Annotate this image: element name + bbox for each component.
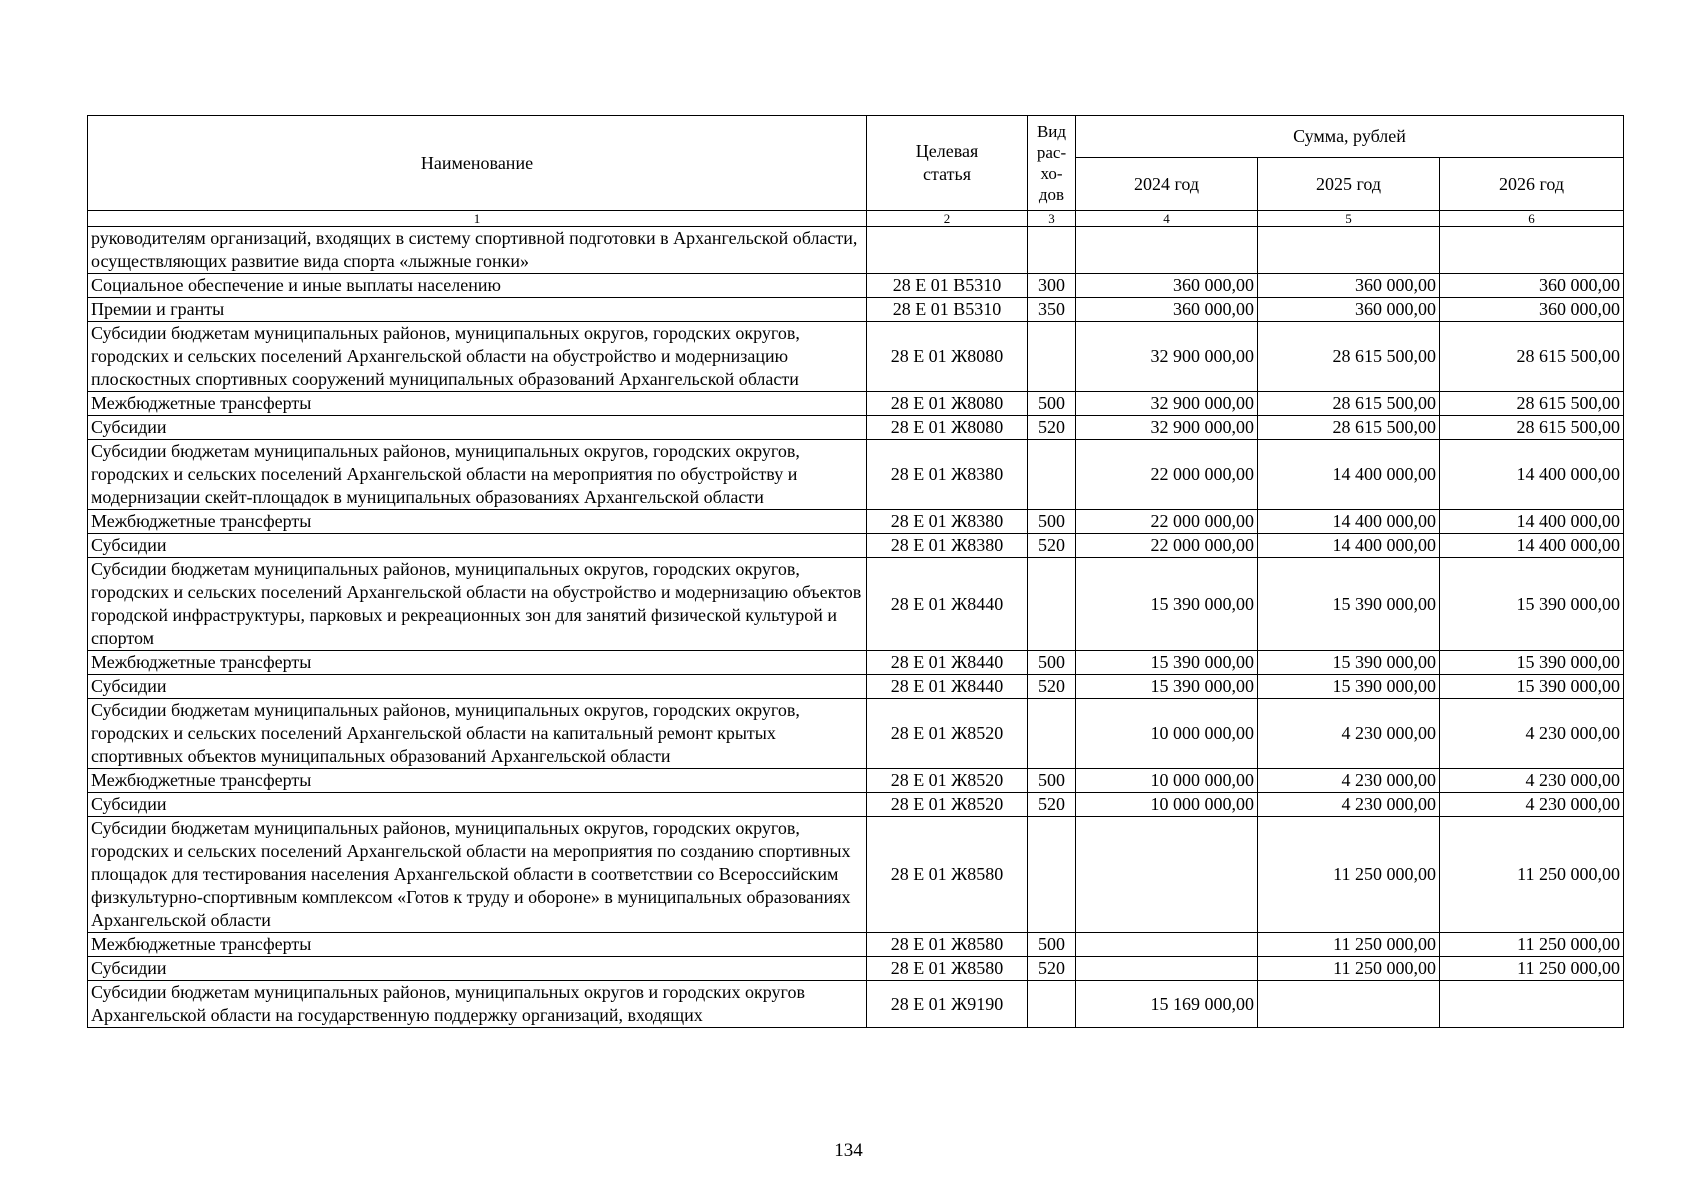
row-target-article: 28 Е 01 Ж8440 xyxy=(867,558,1028,651)
row-amount-2025: 4 230 000,00 xyxy=(1258,769,1440,793)
row-amount-2024: 32 900 000,00 xyxy=(1076,322,1258,392)
table-row xyxy=(88,769,1624,793)
row-amount-2025 xyxy=(1258,227,1440,274)
row-name: Межбюджетные трансферты xyxy=(88,651,867,675)
row-expense-kind: 520 xyxy=(1028,534,1076,558)
row-target-article: 28 Е 01 Ж9190 xyxy=(867,981,1028,1028)
row-amount-2025: 360 000,00 xyxy=(1258,298,1440,322)
row-target-article: 28 Е 01 Ж8080 xyxy=(867,392,1028,416)
row-amount-2026: 28 615 500,00 xyxy=(1440,392,1624,416)
row-target-article: 28 Е 01 Ж8580 xyxy=(867,957,1028,981)
row-expense-kind: 350 xyxy=(1028,298,1076,322)
table-row xyxy=(88,981,1624,1028)
row-expense-kind: 500 xyxy=(1028,933,1076,957)
table-row xyxy=(88,440,1624,510)
header-year-2024: 2024 год xyxy=(1076,158,1258,211)
row-name: Субсидии xyxy=(88,793,867,817)
row-expense-kind xyxy=(1028,981,1076,1028)
table-row xyxy=(88,558,1624,651)
header-sum: Сумма, рублей xyxy=(1076,116,1624,158)
table-row xyxy=(88,227,1624,274)
row-expense-kind: 520 xyxy=(1028,416,1076,440)
row-name: Субсидии xyxy=(88,675,867,699)
row-amount-2026: 15 390 000,00 xyxy=(1440,675,1624,699)
row-amount-2024: 22 000 000,00 xyxy=(1076,534,1258,558)
row-amount-2026: 4 230 000,00 xyxy=(1440,793,1624,817)
row-target-article: 28 Е 01 Ж8380 xyxy=(867,510,1028,534)
row-amount-2025: 15 390 000,00 xyxy=(1258,651,1440,675)
row-amount-2025 xyxy=(1258,981,1440,1028)
row-target-article: 28 Е 01 Ж8580 xyxy=(867,933,1028,957)
row-name: Премии и гранты xyxy=(88,298,867,322)
table-row xyxy=(88,322,1624,392)
row-amount-2026: 11 250 000,00 xyxy=(1440,817,1624,933)
row-amount-2024: 360 000,00 xyxy=(1076,274,1258,298)
header-row xyxy=(88,116,1624,158)
column-number: 5 xyxy=(1258,211,1440,227)
row-amount-2024: 360 000,00 xyxy=(1076,298,1258,322)
row-amount-2026: 15 390 000,00 xyxy=(1440,558,1624,651)
table-row xyxy=(88,298,1624,322)
row-amount-2025: 4 230 000,00 xyxy=(1258,793,1440,817)
row-amount-2024: 22 000 000,00 xyxy=(1076,510,1258,534)
row-amount-2026: 4 230 000,00 xyxy=(1440,769,1624,793)
row-amount-2024: 32 900 000,00 xyxy=(1076,392,1258,416)
row-amount-2024: 10 000 000,00 xyxy=(1076,769,1258,793)
column-number-row xyxy=(88,211,1624,227)
row-amount-2024 xyxy=(1076,933,1258,957)
table-row xyxy=(88,699,1624,769)
row-amount-2025: 11 250 000,00 xyxy=(1258,957,1440,981)
column-number: 6 xyxy=(1440,211,1624,227)
header-name: Наименование xyxy=(88,116,867,211)
row-amount-2026: 11 250 000,00 xyxy=(1440,933,1624,957)
row-target-article: 28 Е 01 Ж8520 xyxy=(867,699,1028,769)
row-amount-2026 xyxy=(1440,227,1624,274)
row-amount-2025: 15 390 000,00 xyxy=(1258,675,1440,699)
row-target-article: 28 Е 01 Ж8520 xyxy=(867,769,1028,793)
row-amount-2026: 14 400 000,00 xyxy=(1440,534,1624,558)
row-amount-2026: 28 615 500,00 xyxy=(1440,322,1624,392)
row-expense-kind: 300 xyxy=(1028,274,1076,298)
row-target-article: 28 Е 01 Ж8380 xyxy=(867,440,1028,510)
row-amount-2026: 15 390 000,00 xyxy=(1440,651,1624,675)
row-amount-2026: 28 615 500,00 xyxy=(1440,416,1624,440)
row-amount-2025: 14 400 000,00 xyxy=(1258,534,1440,558)
row-target-article: 28 Е 01 Ж8440 xyxy=(867,675,1028,699)
table-row xyxy=(88,957,1624,981)
row-target-article: 28 Е 01 Ж8080 xyxy=(867,416,1028,440)
table-body xyxy=(88,227,1624,1028)
row-target-article: 28 Е 01 Ж8580 xyxy=(867,817,1028,933)
row-target-article: 28 Е 01 Ж8520 xyxy=(867,793,1028,817)
row-expense-kind xyxy=(1028,227,1076,274)
column-number: 4 xyxy=(1076,211,1258,227)
row-amount-2024: 15 390 000,00 xyxy=(1076,558,1258,651)
table-row xyxy=(88,392,1624,416)
row-name: руководителям организаций, входящих в систему спортивной подготовки в Архангельской области, осуществляющих развитие вида спорта «лыжные гонки» xyxy=(88,227,867,274)
column-number: 2 xyxy=(867,211,1028,227)
table-row xyxy=(88,817,1624,933)
row-amount-2025: 28 615 500,00 xyxy=(1258,416,1440,440)
row-expense-kind xyxy=(1028,558,1076,651)
row-amount-2024: 10 000 000,00 xyxy=(1076,793,1258,817)
row-amount-2024: 10 000 000,00 xyxy=(1076,699,1258,769)
row-name: Субсидии xyxy=(88,416,867,440)
row-expense-kind: 500 xyxy=(1028,510,1076,534)
row-amount-2024: 15 390 000,00 xyxy=(1076,651,1258,675)
row-amount-2026: 14 400 000,00 xyxy=(1440,510,1624,534)
row-expense-kind xyxy=(1028,322,1076,392)
row-target-article: 28 Е 01 В5310 xyxy=(867,298,1028,322)
row-amount-2025: 14 400 000,00 xyxy=(1258,510,1440,534)
row-name: Межбюджетные трансферты xyxy=(88,510,867,534)
row-amount-2025: 28 615 500,00 xyxy=(1258,322,1440,392)
row-expense-kind: 520 xyxy=(1028,957,1076,981)
row-target-article: 28 Е 01 Ж8080 xyxy=(867,322,1028,392)
table-row xyxy=(88,933,1624,957)
table-row xyxy=(88,510,1624,534)
table-row xyxy=(88,274,1624,298)
row-target-article: 28 Е 01 Ж8440 xyxy=(867,651,1028,675)
row-amount-2025: 14 400 000,00 xyxy=(1258,440,1440,510)
row-amount-2024: 32 900 000,00 xyxy=(1076,416,1258,440)
row-expense-kind: 500 xyxy=(1028,392,1076,416)
table-row xyxy=(88,793,1624,817)
row-name: Межбюджетные трансферты xyxy=(88,769,867,793)
row-amount-2025: 11 250 000,00 xyxy=(1258,817,1440,933)
row-amount-2026 xyxy=(1440,981,1624,1028)
row-name: Субсидии бюджетам муниципальных районов, муниципальных округов, городских округов, городских и сельских поселений Архангельской области на мероприятия по обустройству и модернизации скейт-площадок в муниципальных образованиях Архангельской области xyxy=(88,440,867,510)
column-number: 3 xyxy=(1028,211,1076,227)
row-expense-kind: 520 xyxy=(1028,675,1076,699)
row-amount-2025: 11 250 000,00 xyxy=(1258,933,1440,957)
row-name: Социальное обеспечение и иные выплаты населению xyxy=(88,274,867,298)
row-amount-2024 xyxy=(1076,957,1258,981)
budget-table xyxy=(87,115,1624,1028)
row-name: Субсидии бюджетам муниципальных районов, муниципальных округов, городских округов, городских и сельских поселений Архангельской области на мероприятия по созданию спортивных площадок для тестирования населения Архангельской области в соответствии со Всероссийским физкультурно-спортивным комплексом «Готов к труду и обороне» в муниципальных образованиях Архангельской области xyxy=(88,817,867,933)
table-row xyxy=(88,675,1624,699)
row-amount-2025: 360 000,00 xyxy=(1258,274,1440,298)
row-amount-2026: 360 000,00 xyxy=(1440,274,1624,298)
row-name: Субсидии xyxy=(88,534,867,558)
row-expense-kind: 500 xyxy=(1028,769,1076,793)
page-number: 134 xyxy=(834,1140,863,1161)
row-target-article xyxy=(867,227,1028,274)
header-expense-kind: Вид рас- хо- дов xyxy=(1028,116,1076,211)
row-expense-kind: 520 xyxy=(1028,793,1076,817)
row-expense-kind xyxy=(1028,440,1076,510)
row-amount-2025: 15 390 000,00 xyxy=(1258,558,1440,651)
column-number: 1 xyxy=(88,211,867,227)
table-row xyxy=(88,651,1624,675)
row-name: Субсидии бюджетам муниципальных районов, муниципальных округов и городских округов Архангельской области на государственную поддержку организаций, входящих xyxy=(88,981,867,1028)
row-amount-2024 xyxy=(1076,227,1258,274)
row-name: Межбюджетные трансферты xyxy=(88,933,867,957)
row-expense-kind xyxy=(1028,699,1076,769)
row-name: Межбюджетные трансферты xyxy=(88,392,867,416)
row-name: Субсидии бюджетам муниципальных районов, муниципальных округов, городских округов, городских и сельских поселений Архангельской области на капитальный ремонт крытых спортивных объектов муниципальных образований Архангельской области xyxy=(88,699,867,769)
header-year-2025: 2025 год xyxy=(1258,158,1440,211)
row-amount-2025: 4 230 000,00 xyxy=(1258,699,1440,769)
header-year-2026: 2026 год xyxy=(1440,158,1624,211)
row-amount-2026: 11 250 000,00 xyxy=(1440,957,1624,981)
row-target-article: 28 Е 01 В5310 xyxy=(867,274,1028,298)
row-amount-2026: 360 000,00 xyxy=(1440,298,1624,322)
row-expense-kind: 500 xyxy=(1028,651,1076,675)
row-name: Субсидии бюджетам муниципальных районов, муниципальных округов, городских округов, городских и сельских поселений Архангельской области на обустройство и модернизацию плоскостных спортивных сооружений муниципальных образований Архангельской области xyxy=(88,322,867,392)
row-amount-2026: 14 400 000,00 xyxy=(1440,440,1624,510)
row-amount-2024: 22 000 000,00 xyxy=(1076,440,1258,510)
header-target-article: Целевая статья xyxy=(867,116,1028,211)
row-amount-2024: 15 390 000,00 xyxy=(1076,675,1258,699)
row-amount-2024 xyxy=(1076,817,1258,933)
table-row xyxy=(88,534,1624,558)
row-amount-2025: 28 615 500,00 xyxy=(1258,392,1440,416)
row-name: Субсидии xyxy=(88,957,867,981)
row-name: Субсидии бюджетам муниципальных районов, муниципальных округов, городских округов, городских и сельских поселений Архангельской области на обустройство и модернизацию объектов городской инфраструктуры, парковых и рекреационных зон для занятий физической культурой и спортом xyxy=(88,558,867,651)
table-row xyxy=(88,416,1624,440)
row-target-article: 28 Е 01 Ж8380 xyxy=(867,534,1028,558)
row-amount-2026: 4 230 000,00 xyxy=(1440,699,1624,769)
row-amount-2024: 15 169 000,00 xyxy=(1076,981,1258,1028)
row-expense-kind xyxy=(1028,817,1076,933)
